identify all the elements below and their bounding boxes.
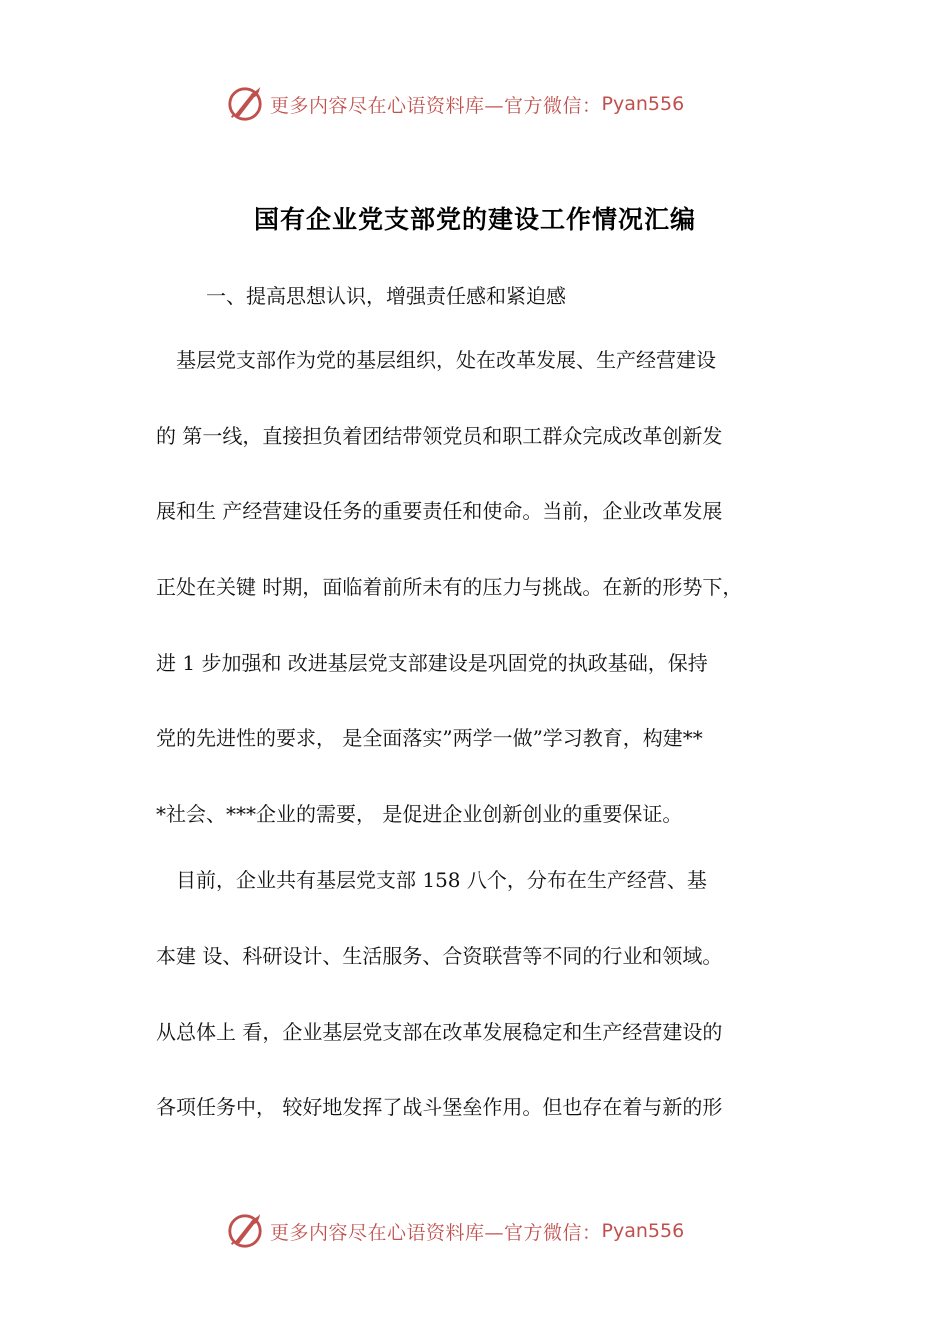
section-heading: 一、提高思想认识，增强责任感和紧迫感 xyxy=(206,284,566,308)
quill-logo-icon xyxy=(226,85,264,123)
body-line: 目前，企业共有基层党支部 158 八个，分布在生产经营、基 xyxy=(156,868,707,892)
body-line: 本建 设、科研设计、生活服务、合资联营等不同的行业和领域。 xyxy=(156,944,723,968)
body-line: 党的先进性的要求， 是全面落实”两学一做”学习教育，构建** xyxy=(156,726,703,750)
body-line: 展和生 产经营建设任务的重要责任和使命。当前，企业改革发展 xyxy=(156,499,723,523)
watermark-text: 更多内容尽在心语资料库—官方微信： xyxy=(270,94,602,117)
quill-logo-icon xyxy=(226,1212,264,1250)
body-line: 从总体上 看，企业基层党支部在改革发展稳定和生产经营建设的 xyxy=(156,1020,723,1044)
watermark-wechat-id: Pyan556 xyxy=(601,93,685,115)
document-title: 国有企业党支部党的建设工作情况汇编 xyxy=(253,205,696,234)
body-line: 基层党支部作为党的基层组织，处在改革发展、生产经营建设 xyxy=(156,348,716,372)
body-line: 正处在关键 时期，面临着前所未有的压力与挑战。在新的形势下， xyxy=(156,575,743,599)
body-line: 各项任务中， 较好地发挥了战斗堡垒作用。但也存在着与新的形 xyxy=(156,1095,723,1119)
watermark-footer xyxy=(226,1211,684,1251)
body-line: 的 第一线，直接担负着团结带领党员和职工群众完成改革创新发 xyxy=(156,424,723,448)
watermark-header xyxy=(226,84,684,124)
watermark-text: 更多内容尽在心语资料库—官方微信： xyxy=(270,1221,602,1244)
watermark-wechat-id: Pyan556 xyxy=(601,1220,685,1242)
body-line: 进 1 步加强和 改进基层党支部建设是巩固党的执政基础，保持 xyxy=(156,651,708,675)
body-line: *社会、***企业的需要， 是促进企业创新创业的重要保证。 xyxy=(156,802,683,826)
